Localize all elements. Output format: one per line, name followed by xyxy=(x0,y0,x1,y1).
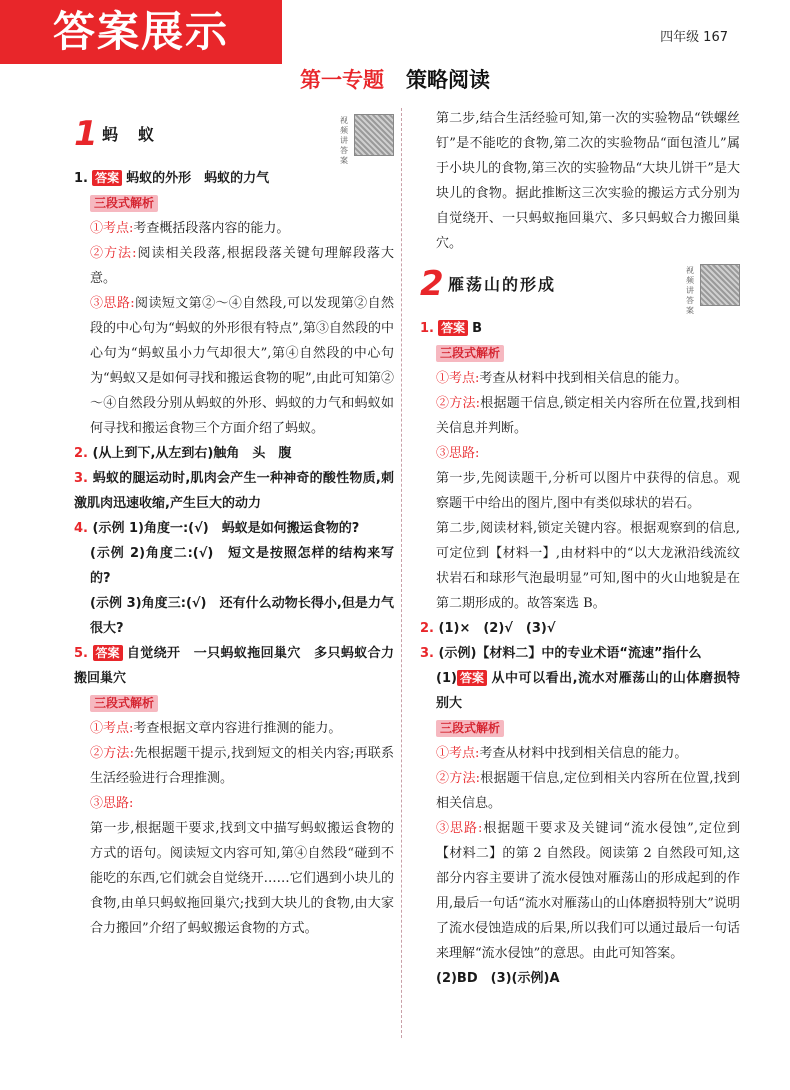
lesson-header xyxy=(420,264,740,315)
analysis-tag-row xyxy=(74,191,394,216)
qr-label: 视频讲答案 xyxy=(686,266,694,315)
lesson-title: 蚂 蚁 xyxy=(102,125,157,144)
question-3-1: (1) 答案 从中可以看出,流水对雁荡山的山体磨损特别大 xyxy=(436,671,740,711)
lesson-number: 1 xyxy=(74,114,98,154)
method-row: ②方法:根据题干信息,定位到相关内容所在位置,找到相关信息。 xyxy=(436,771,741,811)
question-4: 4. (示例 1)角度一:(√) 蚂蚁是如何搬运食物的? xyxy=(74,521,360,536)
analysis-tag-row xyxy=(74,691,394,716)
idea-row: ③思路:阅读短文第②～④自然段,可以发现第②自然段的中心句为“蚂蚁的外形很有特点”,第③自然段的中心句为“蚂蚁虽小力气却很大”,第④自然段的中心句为“蚂蚁又是如何寻找和搬运食物的呢”,由此可知第②～④自然段分别从蚂蚁的外形、蚂蚁的力气和蚂蚁如何寻找和搬运食物三个方面介绍了蚂蚁。 xyxy=(90,296,394,436)
lesson-number: 2 xyxy=(420,264,444,304)
question-4-b: (示例 2)角度二:(√) 短文是按照怎样的结构来写的? xyxy=(90,546,394,586)
page-number: 167 xyxy=(703,30,728,45)
idea-step-1: 第一步,先阅读题干,分析可以图片中获得的信息。观察题干中给出的图片,图中有类似球状的岩石。 xyxy=(436,471,740,511)
idea-label-row: ③思路: xyxy=(436,446,480,461)
analysis-tag-row xyxy=(420,716,740,741)
point-row: ①考点:考查从材料中找到相关信息的能力。 xyxy=(436,371,688,386)
question-3: 3. (示例)【材料二】中的专业术语“流速”指什么 xyxy=(420,646,702,661)
question-3: 3. 蚂蚁的腿运动时,肌肉会产生一种神奇的酸性物质,刺激肌肉迅速收缩,产生巨大的动力 xyxy=(74,471,394,511)
question-2: 2. (从上到下,从左到右)触角 头 腹 xyxy=(74,446,292,461)
method-row: ②方法:先根据题干提示,找到短文的相关内容;再联系生活经验进行合理推测。 xyxy=(90,746,395,786)
analysis-tag: 三段式解析 xyxy=(90,195,158,212)
analysis-tag-row xyxy=(420,341,740,366)
lesson-title: 雁荡山的形成 xyxy=(448,275,557,294)
qr-code-icon xyxy=(700,264,740,306)
analysis-tag: 三段式解析 xyxy=(436,720,504,737)
left-column xyxy=(74,106,394,941)
question-3-2-3: (2)BD (3)(示例)A xyxy=(436,971,560,986)
qr-label: 视频讲答案 xyxy=(340,116,348,165)
answer-tag: 答案 xyxy=(438,320,468,336)
idea-row: 第一步,根据题干要求,找到文中描写蚂蚁搬运食物的方式的语句。阅读短文内容可知,第④自然段“碰到不能吃的东西,它们就会自觉绕开……它们遇到小块儿的食物,由单只蚂蚁拖回巢穴;找到大块儿的食物,由大家合力搬回”介绍了蚂蚁搬运食物的方式。 xyxy=(90,821,394,936)
lesson-header xyxy=(74,114,394,165)
method-row: ②方法:阅读相关段落,根据段落关键句理解段落大意。 xyxy=(90,246,394,286)
qr-code-icon xyxy=(354,114,394,156)
idea-label-row: ③思路: xyxy=(90,796,134,811)
grade-label xyxy=(660,26,728,45)
answer-banner: 答案展示 xyxy=(0,0,282,64)
question-4-c: (示例 3)角度三:(√) 还有什么动物长得小,但是力气很大? xyxy=(90,596,394,636)
qr-code[interactable] xyxy=(686,264,738,314)
column-divider xyxy=(401,108,402,1038)
point-row: ①考点:考查从材料中找到相关信息的能力。 xyxy=(436,746,688,761)
question-1: 1. 答案 蚂蚁的外形 蚂蚁的力气 xyxy=(74,171,270,186)
idea-row: ③思路:根据题干要求及关键词“流水侵蚀”,定位到【材料二】的第 2 自然段。阅读第 2 自然段可知,这部分内容主要讲了流水侵蚀对雁荡山的形成起到的作用,最后一句话“流水对雁荡山的山体磨损特别大”说明了流水侵蚀造成的后果,所以我们可以通过最后一句话来理解“流水侵蚀”的意思。由此可知答案。 xyxy=(436,821,740,961)
question-1: 1. 答案 B xyxy=(420,321,483,336)
answer-tag: 答案 xyxy=(92,170,122,186)
point-row: ①考点:考查概括段落内容的能力。 xyxy=(90,221,290,236)
grade-text: 四年级 xyxy=(660,30,700,45)
idea-step-2: 第二步,阅读材料,锁定关键内容。根据观察到的信息,可定位到【材料一】,由材料中的“以大龙湫沿线流纹状岩石和球形气泡最明显”可知,图中的火山地貌是在第二期形成的。故答案选 B。 xyxy=(436,521,740,611)
question-2: 2. (1)× (2)√ (3)√ xyxy=(420,621,556,636)
analysis-tag: 三段式解析 xyxy=(436,345,504,362)
method-row: ②方法:根据题干信息,锁定相关内容所在位置,找到相关信息并判断。 xyxy=(436,396,741,436)
topic-title xyxy=(0,64,790,94)
question-5: 5. 答案 自觉绕开 一只蚂蚁拖回巢穴 多只蚂蚁合力搬回巢穴 xyxy=(74,646,394,686)
topic-name: 策略阅读 xyxy=(406,68,490,92)
right-column xyxy=(420,106,740,991)
answer-tag: 答案 xyxy=(457,670,487,686)
point-row: ①考点:考查根据文章内容进行推测的能力。 xyxy=(90,721,342,736)
answer-tag: 答案 xyxy=(93,645,123,661)
analysis-tag: 三段式解析 xyxy=(90,695,158,712)
qr-code[interactable] xyxy=(340,114,392,164)
topic-number: 第一专题 xyxy=(300,68,384,92)
continued-text: 第二步,结合生活经验可知,第一次的实验物品“铁螺丝钉”是不能吃的食物,第二次的实验物品“面包渣儿”属于小块儿的食物,第三次的实验物品“大块儿饼干”是大块儿的食物。据此推断这三次实验的搬运方式分别为自觉绕开、一只蚂蚁拖回巢穴、多只蚂蚁合力搬回巢穴。 xyxy=(436,111,740,251)
